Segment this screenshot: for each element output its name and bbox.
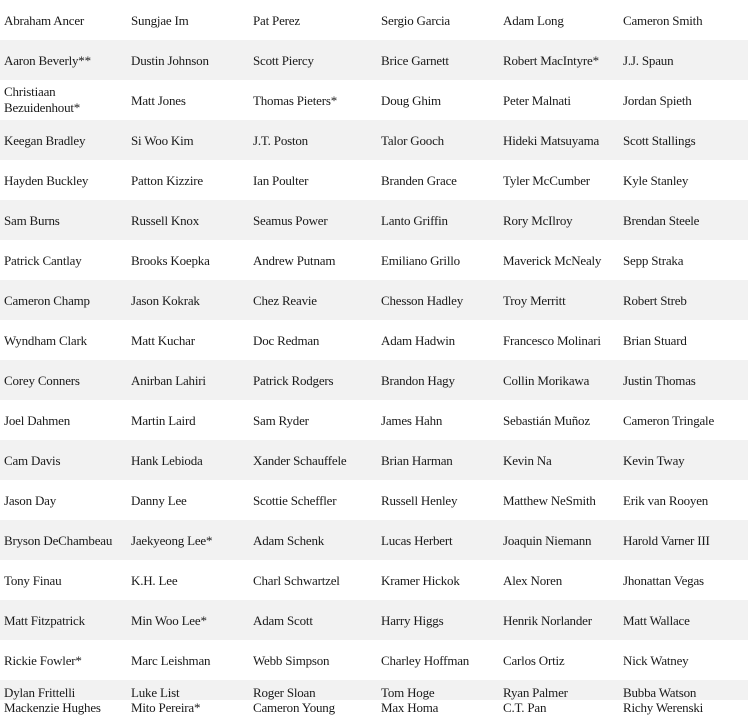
player-name-cell: Brendan Steele xyxy=(623,212,700,228)
table-row xyxy=(0,600,748,640)
player-name-cell: Sergio Garcia xyxy=(381,12,450,28)
player-name-cell: Martin Laird xyxy=(131,412,196,428)
player-name-cell: Doug Ghim xyxy=(381,92,441,108)
player-name-cell: Scott Piercy xyxy=(253,52,314,68)
player-name-cell: J.T. Poston xyxy=(253,132,308,148)
player-name-cell: Kramer Hickok xyxy=(381,572,460,588)
player-name-cell: Rory McIlroy xyxy=(503,212,573,228)
player-name-cell: Doc Redman xyxy=(253,332,320,348)
table-row xyxy=(0,160,748,200)
player-name-cell: Bubba Watson xyxy=(623,685,697,700)
player-name-cell: Danny Lee xyxy=(131,492,187,508)
player-name-cell: Kevin Na xyxy=(503,452,552,468)
table-row xyxy=(0,400,748,440)
player-name-cell: Seamus Power xyxy=(253,212,328,228)
player-name-cell: Jordan Spieth xyxy=(623,92,692,108)
player-name-cell: Erik van Rooyen xyxy=(623,492,709,508)
player-name-cell: Cameron Tringale xyxy=(623,412,715,428)
player-name-cell: Keegan Bradley xyxy=(4,132,86,148)
table-row xyxy=(0,120,748,160)
player-name-cell: Cameron Young xyxy=(253,700,335,715)
table-row xyxy=(0,80,748,120)
player-name-cell: Hank Lebioda xyxy=(131,452,203,468)
player-name-cell: Emiliano Grillo xyxy=(381,252,460,268)
player-name-cell: J.J. Spaun xyxy=(623,52,674,68)
player-name-cell: Sungjae Im xyxy=(131,12,189,28)
player-name-cell: Hideki Matsuyama xyxy=(503,132,600,148)
player-name-cell: Matt Fitzpatrick xyxy=(4,612,85,628)
player-name-cell: Max Homa xyxy=(381,700,439,715)
player-name-cell: Alex Noren xyxy=(503,572,563,588)
table-row xyxy=(0,320,748,360)
player-name-cell: Mito Pereira* xyxy=(131,700,201,715)
player-name-cell: K.H. Lee xyxy=(131,572,178,588)
table-row xyxy=(0,280,748,320)
player-name-cell: Xander Schauffele xyxy=(253,452,347,468)
player-name-cell: Matt Jones xyxy=(131,92,186,108)
player-name-cell: Jhonattan Vegas xyxy=(623,572,704,588)
player-name-cell: Harold Varner III xyxy=(623,532,710,548)
player-name-cell: Aaron Beverly** xyxy=(4,52,91,68)
player-name-cell: Cameron Smith xyxy=(623,12,703,28)
player-name-cell: Cameron Champ xyxy=(4,292,90,308)
player-name-cell: Lucas Herbert xyxy=(381,532,453,548)
table-row xyxy=(0,680,748,700)
player-name-cell: Henrik Norlander xyxy=(503,612,592,628)
player-name-cell: Robert MacIntyre* xyxy=(503,52,599,68)
player-name-cell: Brian Harman xyxy=(381,452,453,468)
player-name-cell: Adam Hadwin xyxy=(381,332,455,348)
player-name-cell: Richy Werenski xyxy=(623,700,704,715)
player-name-cell: C.T. Pan xyxy=(503,700,547,715)
player-name-cell: Anirban Lahiri xyxy=(131,372,206,388)
player-name-cell: Ian Poulter xyxy=(253,172,309,188)
player-name-cell: Tyler McCumber xyxy=(503,172,590,188)
player-name-cell: Harry Higgs xyxy=(381,612,444,628)
table-row xyxy=(0,640,748,680)
player-name-cell: Matt Kuchar xyxy=(131,332,195,348)
player-name-cell: Hayden Buckley xyxy=(4,172,89,188)
player-name-cell: Roger Sloan xyxy=(253,685,316,700)
player-name-cell: Scott Stallings xyxy=(623,132,696,148)
player-name-cell: Maverick McNealy xyxy=(503,252,602,268)
player-name-cell: Brandon Hagy xyxy=(381,372,455,388)
player-name-cell: Abraham Ancer xyxy=(4,12,85,28)
player-name-cell: Brice Garnett xyxy=(381,52,449,68)
player-name-cell: Adam Long xyxy=(503,12,564,28)
player-name-cell: Tony Finau xyxy=(4,572,62,588)
player-name-cell: Charl Schwartzel xyxy=(253,572,340,588)
table-row xyxy=(0,480,748,520)
player-name-cell: Sam Ryder xyxy=(253,412,309,428)
player-name-cell: Wyndham Clark xyxy=(4,332,87,348)
player-name-cell: Cam Davis xyxy=(4,452,61,468)
player-name-cell: Chez Reavie xyxy=(253,292,317,308)
player-name-cell: Luke List xyxy=(131,685,180,700)
player-name-cell: James Hahn xyxy=(381,412,443,428)
player-name-cell: Robert Streb xyxy=(623,292,687,308)
player-name-cell: Mackenzie Hughes xyxy=(4,700,101,715)
player-name-cell: Justin Thomas xyxy=(623,372,696,388)
player-name-cell: Patrick Cantlay xyxy=(4,252,82,268)
player-name-cell: Adam Schenk xyxy=(253,532,325,548)
player-name-cell: Kyle Stanley xyxy=(623,172,689,188)
player-name-cell: Tom Hoge xyxy=(381,685,435,700)
player-name-cell: Jason Day xyxy=(4,492,56,508)
player-name-cell: Patrick Rodgers xyxy=(253,372,334,388)
table-row xyxy=(0,0,748,40)
player-name-cell: Francesco Molinari xyxy=(503,332,601,348)
player-name-cell: Si Woo Kim xyxy=(131,132,194,148)
table-row xyxy=(0,40,748,80)
player-name-cell: Nick Watney xyxy=(623,652,689,668)
player-name-cell: Talor Gooch xyxy=(381,132,444,148)
player-name-cell: Lanto Griffin xyxy=(381,212,448,228)
table-row xyxy=(0,440,748,480)
player-name-cell: Adam Scott xyxy=(253,612,313,628)
player-name-cell: Collin Morikawa xyxy=(503,372,590,388)
player-name-cell: Jaekyeong Lee* xyxy=(131,532,213,548)
player-name-cell: Sepp Straka xyxy=(623,252,684,268)
player-name-cell: Kevin Tway xyxy=(623,452,685,468)
table-row xyxy=(0,200,748,240)
player-name-cell: Joaquin Niemann xyxy=(503,532,592,548)
player-name-cell: Marc Leishman xyxy=(131,652,211,668)
player-name-cell: Peter Malnati xyxy=(503,92,571,108)
player-name-cell: Ryan Palmer xyxy=(503,685,568,700)
player-name-cell: Joel Dahmen xyxy=(4,412,71,428)
player-name-cell: Troy Merritt xyxy=(503,292,566,308)
player-name-cell: Patton Kizzire xyxy=(131,172,203,188)
player-name-cell: Brooks Koepka xyxy=(131,252,210,268)
table-row xyxy=(0,700,748,718)
player-name-cell: Christiaan Bezuidenhout* xyxy=(4,84,81,115)
table-row xyxy=(0,520,748,560)
player-name-cell: Russell Knox xyxy=(131,212,200,228)
player-name-cell: Thomas Pieters* xyxy=(253,92,338,108)
player-name-cell: Branden Grace xyxy=(381,172,457,188)
player-name-cell: Sam Burns xyxy=(4,212,60,228)
table-row xyxy=(0,560,748,600)
player-name-cell: Sebastián Muñoz xyxy=(503,412,590,428)
player-name-cell: Min Woo Lee* xyxy=(131,612,207,628)
table-row xyxy=(0,240,748,280)
player-name-cell: Pat Perez xyxy=(253,12,300,28)
player-name-cell: Jason Kokrak xyxy=(131,292,200,308)
player-name-cell: Bryson DeChambeau xyxy=(4,532,113,548)
player-name-cell: Matthew NeSmith xyxy=(503,492,596,508)
player-name-cell: Brian Stuard xyxy=(623,332,687,348)
player-name-cell: Dustin Johnson xyxy=(131,52,209,68)
player-name-cell: Andrew Putnam xyxy=(253,252,336,268)
player-name-cell: Russell Henley xyxy=(381,492,458,508)
player-name-cell: Charley Hoffman xyxy=(381,652,470,668)
player-name-cell: Matt Wallace xyxy=(623,612,690,628)
player-name-cell: Chesson Hadley xyxy=(381,292,464,308)
player-name-cell: Dylan Frittelli xyxy=(4,685,76,700)
table-row xyxy=(0,360,748,400)
player-name-cell: Rickie Fowler* xyxy=(4,652,82,668)
player-name-cell: Scottie Scheffler xyxy=(253,492,337,508)
player-name-cell: Webb Simpson xyxy=(253,652,330,668)
player-name-cell: Corey Conners xyxy=(4,372,80,388)
player-name-cell: Carlos Ortiz xyxy=(503,652,565,668)
